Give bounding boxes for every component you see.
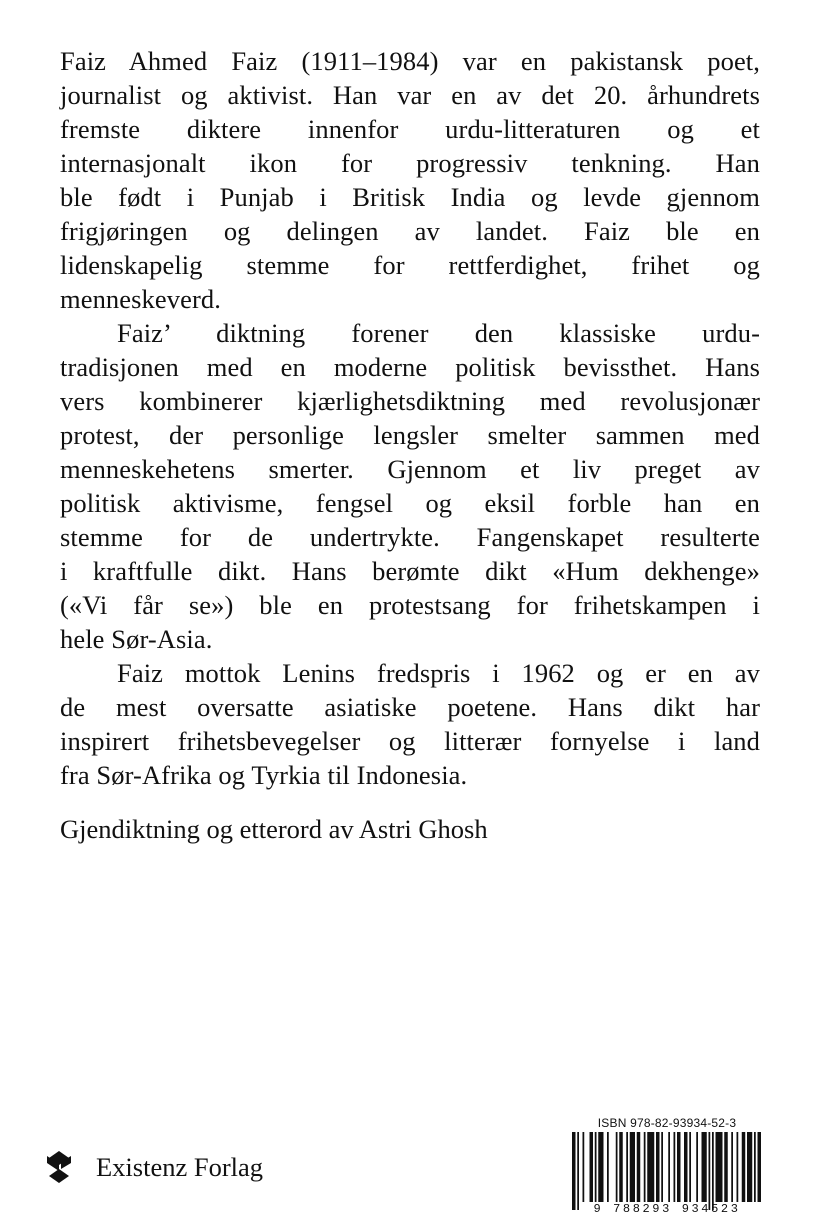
barcode-bar <box>656 1132 660 1202</box>
text-line: fremste diktere innenfor urdu-litteraturen og et <box>60 114 760 144</box>
barcode-bar <box>644 1132 646 1202</box>
barcode-bar <box>607 1132 609 1202</box>
barcode-bar <box>731 1132 733 1202</box>
isbn-barcode-block <box>568 1116 766 1218</box>
barcode-bar <box>742 1132 746 1202</box>
barcode-bar <box>677 1132 681 1202</box>
text-line: Faiz mottok Lenins fredspris i 1962 og er en av <box>117 658 760 688</box>
text-line: tradisjonen med en moderne politisk bevissthet. Hans <box>60 352 760 382</box>
paragraph-2 <box>60 316 760 656</box>
barcode-bar <box>724 1132 728 1202</box>
publisher-name: Existenz Forlag <box>96 1152 264 1182</box>
text-line: ble født i Punjab i Britisk India og levde gjennom <box>60 182 760 212</box>
barcode-bar <box>619 1132 623 1202</box>
text-line: frigjøringen og delingen av landet. Faiz ble en <box>60 216 760 246</box>
barcode-bar <box>737 1132 739 1202</box>
barcode-bar <box>661 1132 663 1202</box>
text-line: stemme for de undertrykte. Fangenskapet resulterte <box>60 522 760 552</box>
text-line: («Vi får se») ble en protestsang for frihetskampen i <box>60 590 760 620</box>
barcode-bar <box>747 1132 752 1202</box>
text-line: lidenskapelig stemme for rettferdighet, frihet og <box>60 250 760 280</box>
blurb-text <box>60 44 760 792</box>
barcode-bar <box>595 1132 597 1202</box>
paragraph-1 <box>60 44 760 316</box>
text-line: internasjonalt ikon for progressiv tenkning. Han <box>60 148 760 178</box>
barcode-bar <box>630 1132 635 1202</box>
paragraph-3 <box>60 656 760 792</box>
barcode <box>568 1132 766 1218</box>
barcode-bar <box>577 1132 579 1210</box>
barcode-digits: 9 788293 934523 <box>593 1202 741 1216</box>
translator-credit: Gjendiktning og etterord av Astri Ghosh <box>60 814 488 844</box>
text-line: protest, der personlige lengsler smelter sammen med <box>60 420 760 450</box>
barcode-bar <box>583 1132 585 1202</box>
text-line: journalist og aktivist. Han var en av det 20. århundrets <box>60 80 760 110</box>
text-line: menneskeverd. <box>60 284 221 314</box>
text-line: inspirert frihetsbevegelser og litterær fornyelse i land <box>60 726 760 756</box>
barcode-bar <box>684 1132 688 1202</box>
barcode-bar <box>712 1132 714 1210</box>
barcode-bar <box>598 1132 603 1202</box>
text-line: vers kombinerer kjærlighetsdiktning med revolusjonær <box>60 386 760 416</box>
text-line: Faiz Ahmed Faiz (1911–1984) var en pakistansk poet, <box>60 46 760 76</box>
barcode-bar <box>616 1132 618 1202</box>
text-line: Faiz’ diktning forener den klassiske urdu- <box>117 318 760 348</box>
text-line: politisk aktivisme, fengsel og eksil forble han en <box>60 488 760 518</box>
barcode-bar <box>674 1132 676 1202</box>
barcode-bar <box>702 1132 707 1202</box>
barcode-bar <box>647 1132 654 1202</box>
barcode-bar <box>754 1132 756 1202</box>
barcode-bar <box>709 1132 711 1210</box>
existenz-e-logo-icon <box>44 1150 74 1184</box>
text-line: hele Sør-Asia. <box>60 624 213 654</box>
barcode-bar <box>590 1132 594 1202</box>
text-line: de mest oversatte asiatiske poetene. Hans dikt har <box>60 692 760 722</box>
text-line: fra Sør-Afrika og Tyrkia til Indonesia. <box>60 760 468 790</box>
barcode-bar <box>637 1132 641 1202</box>
text-line: i kraftfulle dikt. Hans berømte dikt «Hum dekhenge» <box>60 556 760 586</box>
publisher-imprint <box>44 1150 263 1184</box>
barcode-bar <box>572 1132 576 1210</box>
barcode-bar <box>716 1132 723 1202</box>
isbn-label: ISBN 978-82-93934-52-3 <box>597 1116 737 1130</box>
text-line: menneskehetens smerter. Gjennom et liv preget av <box>60 454 760 484</box>
barcode-bar <box>758 1132 762 1202</box>
barcode-bar <box>689 1132 691 1202</box>
barcode-bar <box>696 1132 698 1202</box>
barcode-bar <box>626 1132 628 1202</box>
barcode-bar <box>668 1132 670 1202</box>
